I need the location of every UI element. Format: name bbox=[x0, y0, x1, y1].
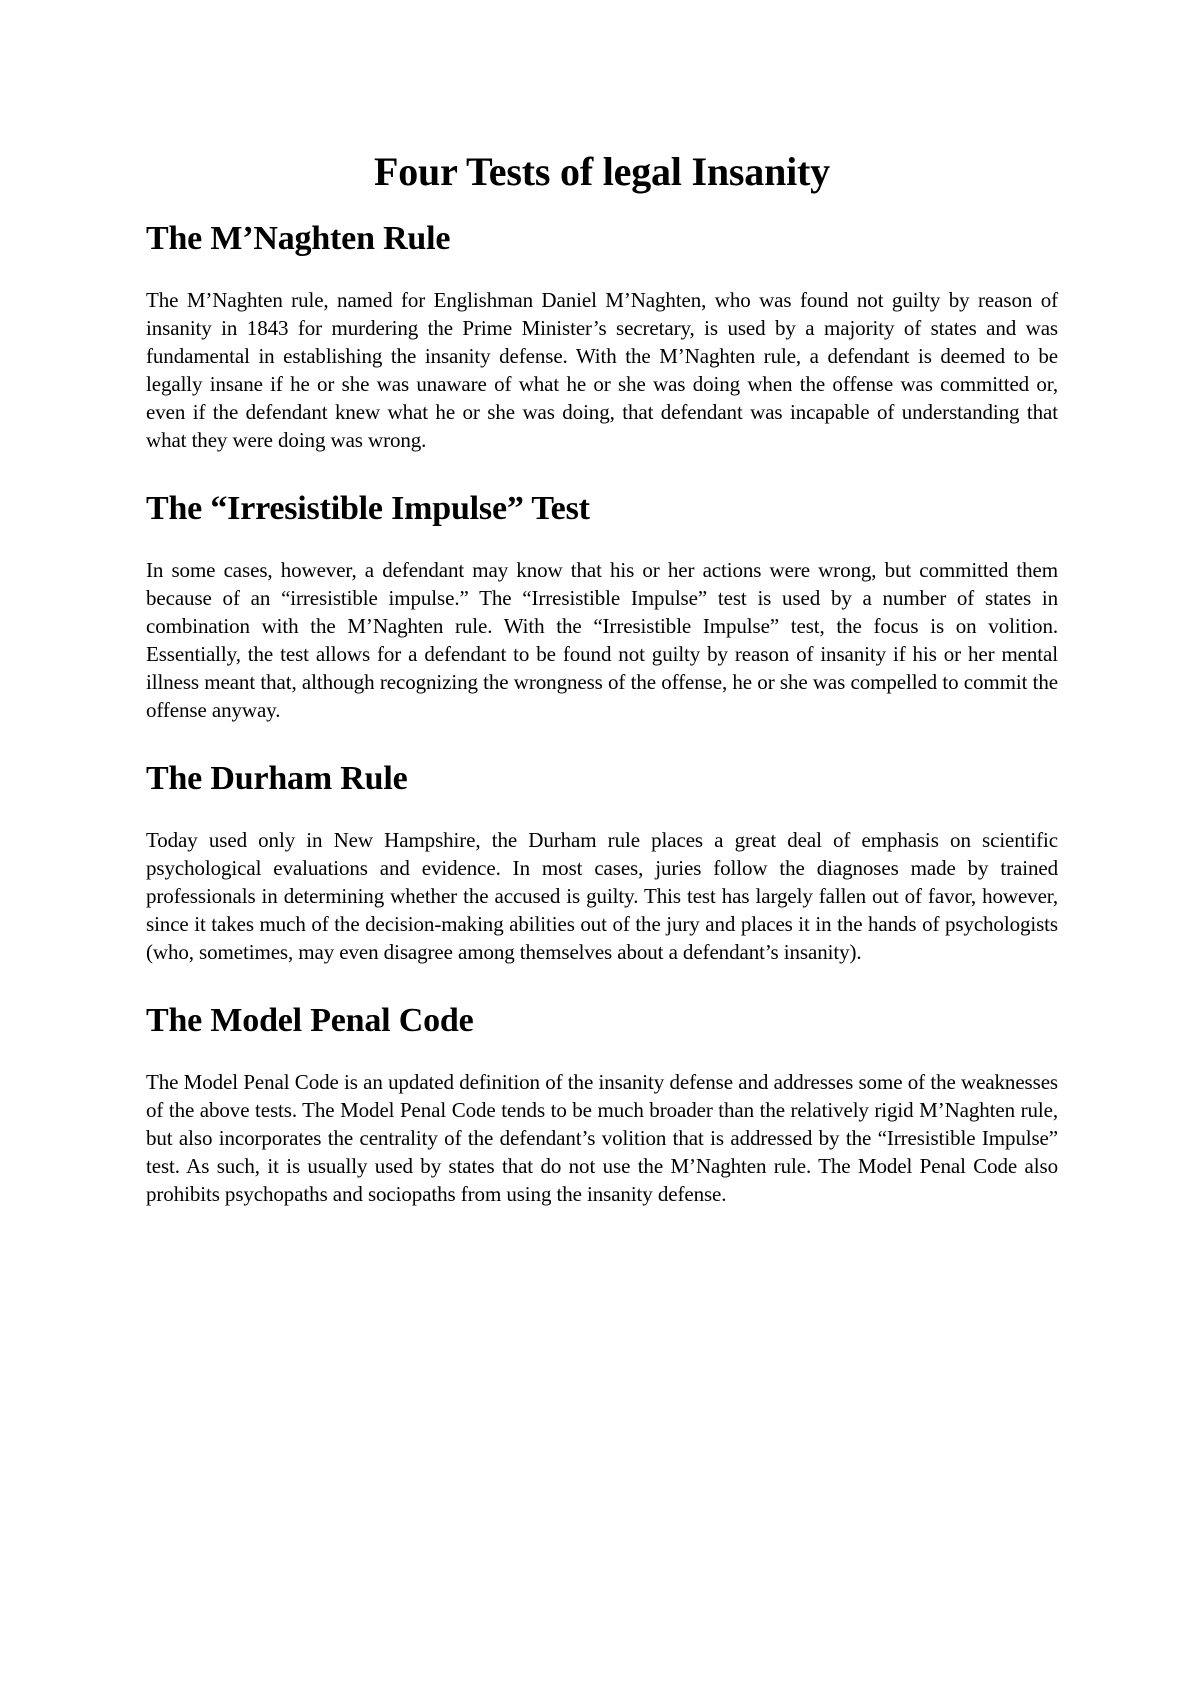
document-content bbox=[146, 148, 1058, 1208]
section-heading-model-penal-code: The Model Penal Code bbox=[146, 1002, 474, 1039]
section-irresistible-impulse-test bbox=[146, 488, 1058, 724]
section-mnaghten-rule bbox=[146, 218, 1058, 454]
section-body-irresistible-impulse-test: In some cases, however, a defendant may know that his or her actions were wrong, but committed them because of an “irresistible impulse.” The “Irresistible Impulse” test is used by a number of states in combination with the M’Naghten rule. With the “Irresistible Impulse” test, the focus is on volition. Essentially, the test allows for a defendant to be found not guilty by reason of insanity if his or her mental illness meant that, although recognizing the wrongness of the offense, he or she was compelled to commit the offense anyway. bbox=[146, 558, 1058, 722]
section-body-model-penal-code: The Model Penal Code is an updated definition of the insanity defense and addresses some of the weaknesses of the above tests. The Model Penal Code tends to be much broader than the relatively rigid M’Naghten rule, but also incorporates the centrality of the defendant’s volition that is addressed by the “Irresistible Impulse” test. As such, it is usually used by states that do not use the M’Naghten rule. The Model Penal Code also prohibits psychopaths and sociopaths from using the insanity defense. bbox=[146, 1070, 1058, 1206]
section-heading-irresistible-impulse-test: The “Irresistible Impulse” Test bbox=[146, 490, 590, 527]
section-model-penal-code bbox=[146, 1000, 1058, 1208]
section-durham-rule bbox=[146, 758, 1058, 966]
document-title: Four Tests of legal Insanity bbox=[374, 149, 830, 194]
section-heading-durham-rule: The Durham Rule bbox=[146, 760, 408, 797]
section-body-durham-rule: Today used only in New Hampshire, the Durham rule places a great deal of emphasis on scientific psychological evaluations and evidence. In most cases, juries follow the diagnoses made by trained professionals in determining whether the accused is guilty. This test has largely fallen out of favor, however, since it takes much of the decision-making abilities out of the jury and places it in the hands of psychologists (who, sometimes, may even disagree among themselves about a defendant’s insanity). bbox=[146, 828, 1058, 964]
section-heading-mnaghten-rule: The M’Naghten Rule bbox=[146, 220, 451, 257]
section-body-mnaghten-rule: The M’Naghten rule, named for Englishman Daniel M’Naghten, who was found not guilty by reason of insanity in 1843 for murdering the Prime Minister’s secretary, is used by a majority of states and was fundamental in establishing the insanity defense. With the M’Naghten rule, a defendant is deemed to be legally insane if he or she was unaware of what he or she was doing when the offense was committed or, even if the defendant knew what he or she was doing, that defendant was incapable of understanding that what they were doing was wrong. bbox=[146, 288, 1058, 452]
